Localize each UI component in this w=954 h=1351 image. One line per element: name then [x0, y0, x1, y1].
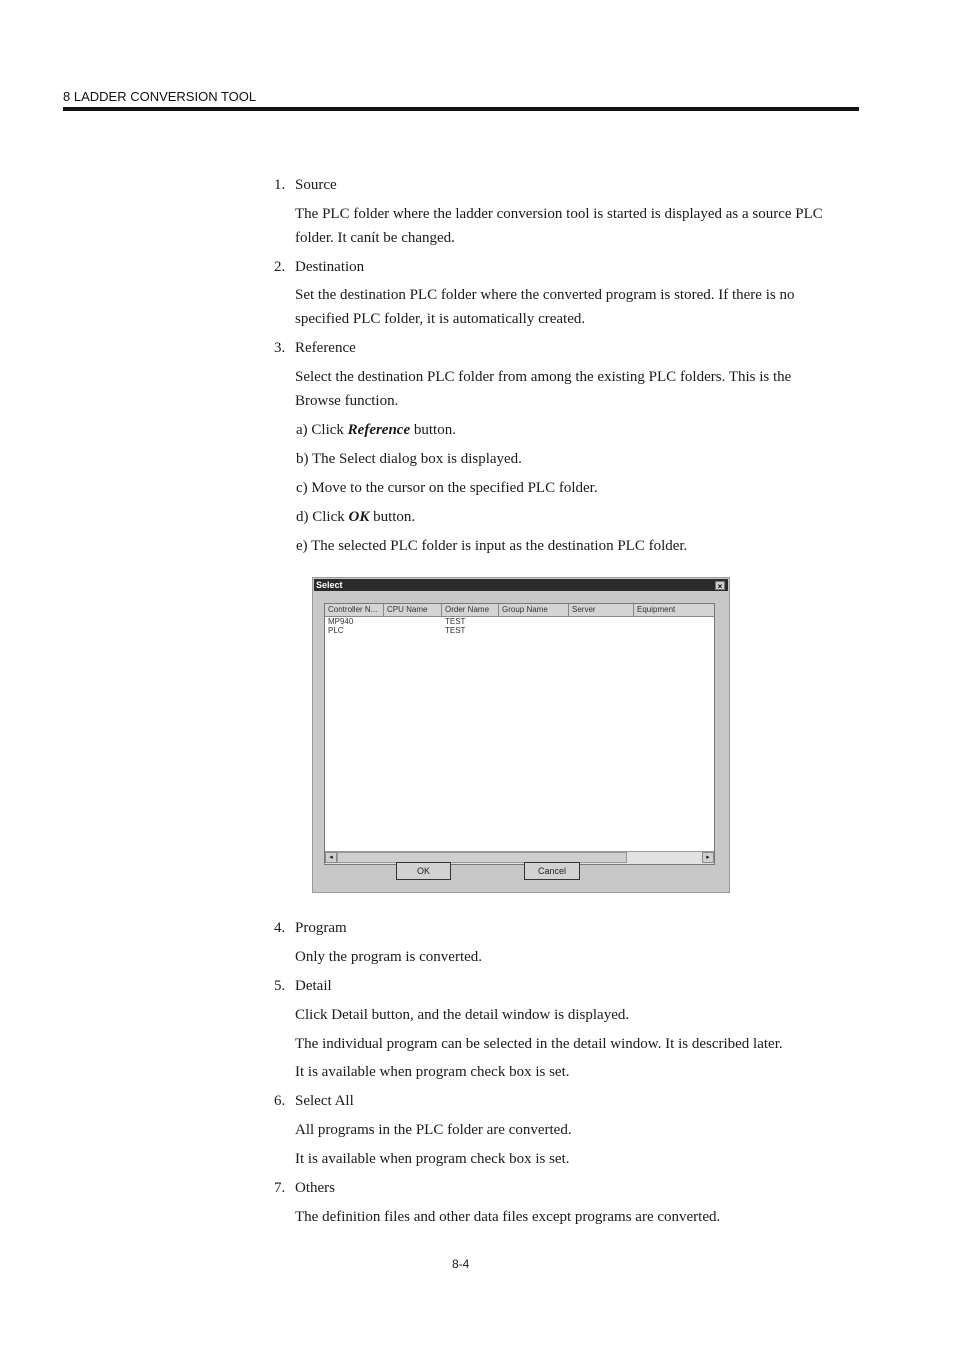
scroll-thumb[interactable] [337, 852, 627, 863]
scroll-left-icon[interactable]: ◂ [325, 852, 337, 863]
scroll-right-icon[interactable]: ▸ [702, 852, 714, 863]
column-group-name[interactable]: Group Name [499, 604, 569, 616]
folder-list[interactable] [324, 603, 715, 865]
row-controller[interactable]: MP940 [328, 617, 354, 626]
item-text: The PLC folder where the ladder conversion tool is started is displayed as a source PLC [295, 206, 823, 222]
column-cpu-name[interactable]: CPU Name [384, 604, 442, 616]
step-a [296, 418, 456, 442]
item-number: 7. [274, 1180, 286, 1196]
item-text: Only the program is converted. [295, 949, 483, 965]
step-d-emphasis: OK [348, 509, 370, 525]
row-order[interactable]: TEST [445, 626, 466, 635]
item-number: 4. [274, 920, 286, 936]
item-text: The individual program can be selected in the detail window. It is described later. [295, 1036, 783, 1052]
item-title-reference: Reference [295, 340, 356, 356]
item-text: Click Detail button, and the detail window is displayed. [295, 1007, 630, 1023]
item-number: 6. [274, 1093, 286, 1109]
column-order-name[interactable]: Order Name [442, 604, 499, 616]
dialog-title: Select [316, 580, 343, 590]
list-header [325, 604, 714, 617]
header-rule [63, 107, 859, 111]
row-order[interactable]: TEST [445, 617, 466, 626]
horizontal-scrollbar[interactable] [325, 851, 714, 864]
item-number: 2. [274, 259, 286, 275]
item-text: specified PLC folder, it is automatically created. [295, 311, 586, 327]
step-c: c) Move to the cursor on the specified PLC folder. [296, 480, 598, 496]
item-text: It is available when program check box is set. [295, 1151, 570, 1167]
close-icon[interactable]: × [715, 581, 725, 590]
step-d-pre: d) Click [296, 509, 349, 525]
item-number: 5. [274, 978, 286, 994]
item-number: 3. [274, 340, 286, 356]
item-title-source: Source [295, 177, 337, 193]
step-d [296, 505, 415, 529]
step-d-post: button. [369, 509, 416, 525]
item-title-detail: Detail [295, 978, 332, 994]
item-text: folder. It canít be changed. [295, 230, 455, 246]
row-controller[interactable]: PLC [328, 626, 344, 635]
ok-button[interactable]: OK [396, 862, 451, 880]
dialog-title-bar [314, 579, 728, 591]
item-number: 1. [274, 177, 286, 193]
column-server[interactable]: Server [569, 604, 634, 616]
step-a-post: button. [410, 422, 456, 438]
item-text: It is available when program check box is set. [295, 1064, 570, 1080]
page-number: 8-4 [452, 1257, 470, 1271]
item-text: The definition files and other data files except programs are converted. [295, 1209, 721, 1225]
step-b: b) The Select dialog box is displayed. [296, 451, 522, 467]
step-e: e) The selected PLC folder is input as the destination PLC folder. [296, 538, 688, 554]
step-a-pre: a) Click [296, 422, 348, 438]
item-text: Select the destination PLC folder from among the existing PLC folders. This is the [295, 369, 792, 385]
item-title-destination: Destination [295, 259, 365, 275]
item-text: Browse function. [295, 393, 399, 409]
running-head: 8 LADDER CONVERSION TOOL [63, 89, 257, 104]
item-text: Set the destination PLC folder where the converted program is stored. If there is no [295, 287, 795, 303]
column-equipment[interactable]: Equipment [637, 605, 676, 614]
item-title-others: Others [295, 1180, 335, 1196]
item-text: All programs in the PLC folder are converted. [295, 1122, 572, 1138]
item-title-select-all: Select All [295, 1093, 354, 1109]
cancel-button[interactable]: Cancel [524, 862, 580, 880]
select-dialog [312, 577, 730, 893]
item-title-program: Program [295, 920, 347, 936]
column-controller-name[interactable]: Controller N... [325, 604, 384, 616]
step-a-emphasis: Reference [347, 422, 411, 438]
